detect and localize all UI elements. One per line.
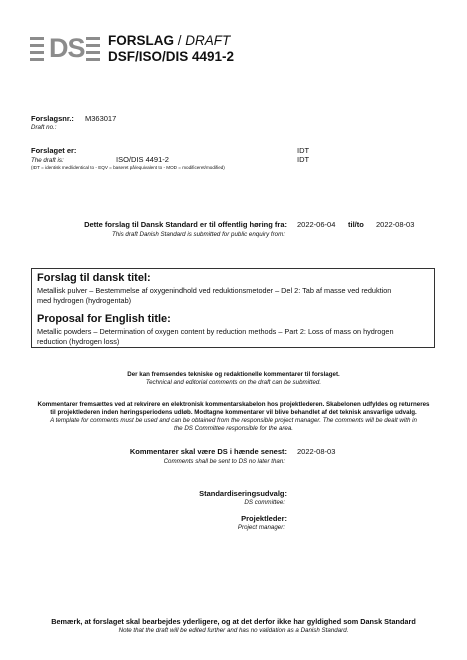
danish-title-heading: Forslag til dansk titel: [37,272,151,284]
danish-title-line1: Metallisk pulver – Bestemmelse af oxygenindhold ved reduktionsmetoder – Del 2: Tab af masse ved reduktion [37,286,392,295]
hearing-from: 2022-06-04 [297,220,336,229]
draft-is-code-header: IDT [297,146,310,155]
project-leader-label-en: Project manager: [237,524,285,531]
footer-note: Bemærk, at forslaget skal bearbejdes yderligere, og at det derfor ikke har gyldighed som Dansk Standard [51,617,416,626]
hearing-label-en: This draft Danish Standard is submitted for public enquiry from: [112,231,285,238]
draft-is-label-en: The draft is: [31,157,64,164]
deadline-label: Kommentarer skal være DS i hænde senest: [129,447,287,456]
comments-line1: Der kan fremsendes tekniske og redaktionelle kommentarer til forslaget. [127,371,340,378]
committee-label: Standardiseringsudvalg: [199,489,287,498]
project-leader-label: Projektleder: [241,514,287,523]
hearing-to: 2022-08-03 [376,220,415,229]
comments-para2: til projektlederen inden høringsperiodens udløb. Modtagne kommentarer vil blive behandlet af det teknisk ansvarlige udvalg. [50,409,417,416]
english-title-line2: reduction (hydrogen loss) [37,337,120,346]
ds-logo [30,33,100,63]
hearing-label: Dette forslag til Dansk Standard er til offentlig høring fra: [84,220,287,229]
comments-para-en1: A template for comments must be used and can be obtained from the responsible project manager. The comments will be dealt with in [50,417,417,424]
title-box [31,268,435,348]
committee-label-en: DS committee: [244,499,285,506]
header-draft: DRAFT [185,33,231,48]
comments-para-en2: the DS Committee responsible for the area. [174,425,293,432]
comments-line1-en: Technical and editorial comments on the draft can be submitted. [145,379,322,386]
english-title-line1: Metallic powders – Determination of oxygen content by reduction methods – Part 2: Loss of mass on hydrogen [37,327,394,336]
draft-no-value: M363017 [85,114,117,123]
draft-no-label: Forslagsnr.: [31,114,74,123]
comments-para1: Kommentarer fremsættes ved at rekvirere en elektronisk kommentarskabelon hos projektlederen. Skabelonen udfyldes og returneres [37,401,430,408]
draft-is-legend: (IDT = identisk med/identical to - EQV = baseret på/equivalent to - MOD = modificeret/modified) [31,165,225,170]
header-separator: / [174,33,186,48]
header-forslag: FORSLAG [108,33,174,48]
english-title-heading: Proposal for English title: [37,313,171,325]
hearing-to-label: til/to [348,220,364,229]
header-standard-id: DSF/ISO/DIS 4491-2 [108,49,235,64]
draft-is-label: Forslaget er: [31,146,77,155]
logo-text: DS [49,33,85,63]
deadline-label-en: Comments shall be sent to DS no later than: [163,458,285,465]
draft-no-label-en: Draft no.: [31,124,57,131]
draft-is-value: ISO/DIS 4491-2 [116,155,169,164]
deadline-value: 2022-08-03 [297,447,336,456]
footer-note-en: Note that the draft will be edited further and has no validation as a Danish Standard. [118,627,349,634]
header-title [108,33,230,49]
danish-title-line2: med hydrogen (hydrogentab) [37,296,132,305]
draft-is-code: IDT [297,155,310,164]
